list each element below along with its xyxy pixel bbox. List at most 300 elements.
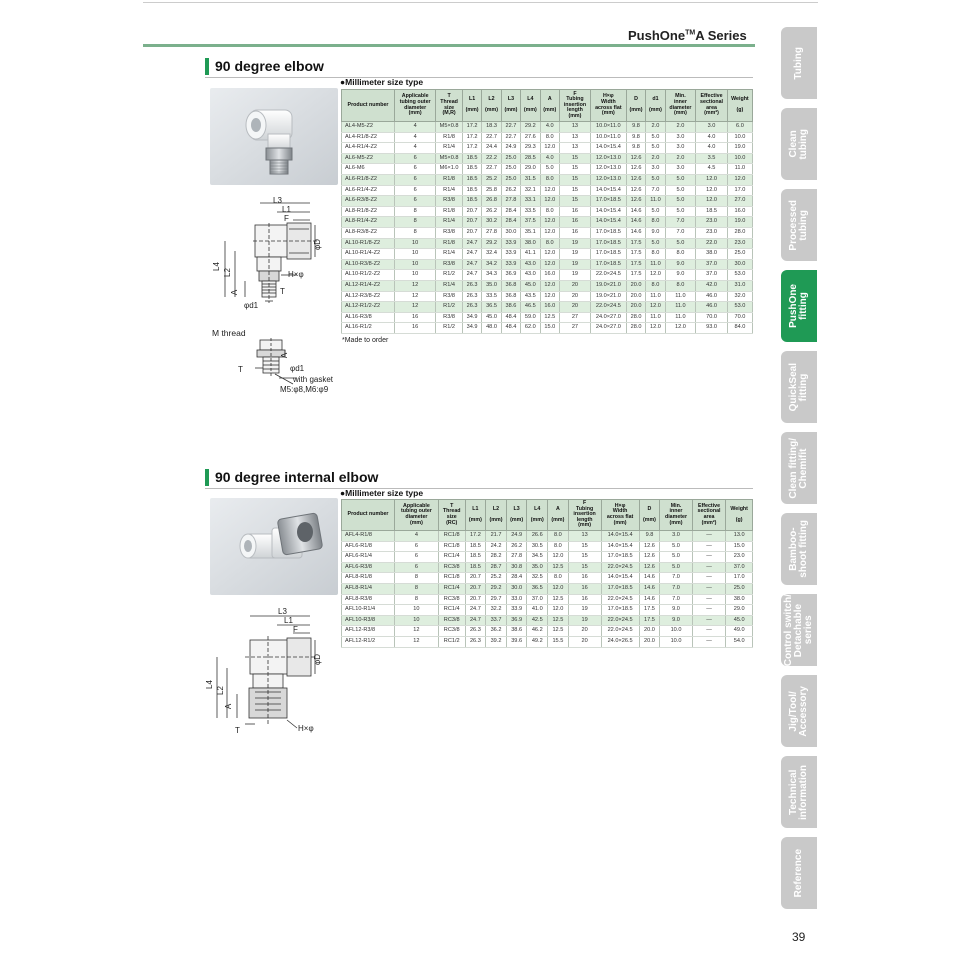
table-cell: 43.0 — [521, 270, 540, 281]
table-cell: 3.0 — [665, 132, 696, 143]
table-cell: 16 — [559, 217, 590, 228]
table-cell: 22.0×24.5 — [601, 626, 639, 637]
table-cell: 37.0 — [527, 594, 548, 605]
table-cell: 2.0 — [646, 122, 665, 133]
table-cell: RC3/8 — [438, 594, 465, 605]
product-number-cell: AFL10-R3/8 — [342, 615, 395, 626]
column-header: Applicable tubing outer diameter (mm) — [395, 500, 439, 531]
side-tab-tubing[interactable] — [781, 27, 817, 99]
table-cell: 17.5 — [626, 249, 645, 260]
table-row — [342, 164, 753, 175]
side-tab-label: Processed tubing — [788, 199, 809, 251]
table-cell: 15.0 — [540, 323, 559, 334]
section-rule — [205, 77, 753, 78]
section-marker — [205, 469, 209, 486]
table-cell: 17.0×18.5 — [590, 196, 626, 207]
column-header: L1 (mm) — [462, 90, 481, 122]
column-header: T Thread size (RC) — [438, 500, 465, 531]
side-tab-clean-tubing[interactable] — [781, 108, 817, 180]
table-cell: 16 — [568, 573, 601, 584]
table-cell: RC1/8 — [438, 531, 465, 542]
made-to-order-note: *Made to order — [342, 337, 389, 344]
table-cell: 12.5 — [548, 615, 569, 626]
table-cell: 16.0 — [540, 302, 559, 313]
table-cell: 8.0 — [540, 238, 559, 249]
product-number-cell: AL6-R3/8-Z2 — [342, 196, 395, 207]
table-cell: 5.0 — [665, 238, 696, 249]
table-cell: 17.0×18.5 — [590, 227, 626, 238]
table-cell: 19.0 — [727, 217, 752, 228]
table-cell: 16.0 — [540, 270, 559, 281]
table-row — [342, 217, 753, 228]
product-number-cell: AL6-R1/8-Z2 — [342, 174, 395, 185]
table-cell: 19 — [559, 270, 590, 281]
table-body — [342, 531, 753, 648]
side-tab-control-switch-detachable-series[interactable] — [781, 594, 817, 666]
label-l2: L2 — [222, 268, 232, 277]
table-cell: 20 — [559, 302, 590, 313]
table-cell: 24.4 — [482, 143, 501, 154]
table-cell: 46.0 — [696, 291, 728, 302]
table-cell: 12.0 — [646, 270, 665, 281]
table-cell: 15 — [568, 541, 601, 552]
table-cell: 17.5 — [639, 615, 660, 626]
table-cell: 17.0 — [727, 185, 752, 196]
table-cell: 35.1 — [521, 227, 540, 238]
table-cell: 12.0 — [646, 323, 665, 334]
table-cell: — — [692, 583, 726, 594]
table-cell: 12.0 — [548, 552, 569, 563]
table-row — [342, 153, 753, 164]
label-f-2: F — [293, 625, 298, 634]
table-cell: 11.0 — [665, 312, 696, 323]
table-cell: 12.6 — [639, 541, 660, 552]
table-cell: 30.0 — [506, 583, 527, 594]
table-cell: 6 — [395, 164, 436, 175]
table-cell: 9.8 — [626, 132, 645, 143]
table-cell: 14.6 — [639, 594, 660, 605]
table-cell: R1/2 — [436, 270, 463, 281]
product-number-cell: AL10-R3/8-Z2 — [342, 259, 395, 270]
table-cell: 12.0 — [548, 605, 569, 616]
table-cell: 12.6 — [626, 153, 645, 164]
side-tab-jig-tool-accessory[interactable] — [781, 675, 817, 747]
column-header: Weight (g) — [726, 500, 753, 531]
table-cell: 31.5 — [521, 174, 540, 185]
table-cell: — — [692, 541, 726, 552]
table-row — [342, 196, 753, 207]
internal-elbow-dimension-drawing — [205, 608, 340, 738]
table-cell: 26.2 — [482, 206, 501, 217]
side-tab-label: Control switch/ Detachable series — [783, 593, 814, 667]
table-header-row — [342, 500, 753, 531]
column-header: Min. inner diameter (mm) — [665, 90, 696, 122]
table-cell: RC1/8 — [438, 573, 465, 584]
table-cell: 6 — [395, 552, 439, 563]
table-row — [342, 185, 753, 196]
table-cell: — — [692, 562, 726, 573]
table-cell: 19 — [559, 238, 590, 249]
table-cell: 12.0 — [540, 227, 559, 238]
table-cell: 16 — [559, 227, 590, 238]
table-cell: 8 — [395, 206, 436, 217]
table-cell: — — [692, 573, 726, 584]
table-cell: 6 — [395, 541, 439, 552]
table-cell: 13.0 — [726, 531, 753, 542]
table-cell: M5×0.8 — [436, 153, 463, 164]
table-cell: 12.0 — [696, 174, 728, 185]
table-cell: 8.0 — [540, 132, 559, 143]
table-cell: R1/8 — [436, 238, 463, 249]
table-cell: 17.0 — [726, 573, 753, 584]
table-cell: 36.9 — [506, 615, 527, 626]
column-header: Min. inner diameter (mm) — [660, 500, 692, 531]
table-cell: 9.0 — [665, 259, 696, 270]
table-cell: R1/8 — [436, 174, 463, 185]
table-cell: 11.0 — [665, 291, 696, 302]
table-cell: 7.0 — [660, 583, 692, 594]
side-tab-reference[interactable] — [781, 837, 817, 909]
table-cell: 17.0×18.5 — [590, 249, 626, 260]
table-cell: 22.0×24.5 — [590, 270, 626, 281]
side-tab-label: Technical information — [788, 764, 809, 820]
side-tab-technical-information[interactable] — [781, 756, 817, 828]
table-cell: 8 — [395, 573, 439, 584]
table-cell: 4 — [395, 132, 436, 143]
table-cell: 12.6 — [626, 164, 645, 175]
side-tab-pushone-fitting[interactable] — [781, 270, 817, 342]
side-tab-label: Tubing — [793, 46, 804, 80]
table-cell: 28.4 — [506, 573, 527, 584]
table-cell: 45.0 — [521, 280, 540, 291]
table-cell: 6 — [395, 196, 436, 207]
table-cell: 14.0×15.4 — [590, 217, 626, 228]
table-cell: 5.0 — [646, 143, 665, 154]
table-row — [342, 562, 753, 573]
table-cell: 28.5 — [521, 153, 540, 164]
product-number-cell: AL8-R1/4-Z2 — [342, 217, 395, 228]
table-cell: 36.2 — [486, 626, 507, 637]
table-cell: 5.0 — [540, 164, 559, 175]
section-title-elbow: 90 degree elbow — [215, 58, 324, 74]
table-cell: 14.6 — [639, 583, 660, 594]
side-tab-bamboo-shoot-fitting[interactable] — [781, 513, 817, 585]
table-row — [342, 227, 753, 238]
table-cell: 34.9 — [462, 323, 481, 334]
subhead-internal: ●Millimeter size type — [340, 488, 424, 498]
table-cell: 8.0 — [548, 541, 569, 552]
table-cell: — — [692, 531, 726, 542]
table-cell: 32.4 — [482, 249, 501, 260]
table-cell: 20 — [559, 280, 590, 291]
table-row — [342, 270, 753, 281]
table-cell: 12.6 — [639, 552, 660, 563]
page-number: 39 — [792, 930, 806, 944]
section-title-internal: 90 degree internal elbow — [215, 469, 379, 485]
table-cell: 22.0×24.5 — [601, 615, 639, 626]
table-row — [342, 615, 753, 626]
table-cell: 25.0 — [501, 164, 520, 175]
table-cell: RC1/4 — [438, 605, 465, 616]
label-f: F — [284, 214, 289, 223]
product-number-cell: AL4-R1/4-Z2 — [342, 143, 395, 154]
table-cell: 6 — [395, 153, 436, 164]
table-cell: 10.0×11.0 — [590, 122, 626, 133]
table-cell: 36.8 — [501, 291, 520, 302]
table-cell: 20.0 — [626, 302, 645, 313]
product-number-cell: AL6-M5-Z2 — [342, 153, 395, 164]
table-cell: 15 — [559, 153, 590, 164]
table-cell: 93.0 — [696, 323, 728, 334]
product-number-cell: AL6-R1/4-Z2 — [342, 185, 395, 196]
table-row — [342, 594, 753, 605]
table-cell: 29.0 — [521, 164, 540, 175]
label-l4: L4 — [211, 262, 221, 271]
elbow-spec-table — [341, 89, 753, 334]
table-cell: 33.9 — [501, 238, 520, 249]
table-cell: 11.0 — [665, 302, 696, 313]
table-cell: 17.5 — [639, 605, 660, 616]
table-cell: 27.6 — [521, 132, 540, 143]
internal-elbow-photo — [210, 498, 338, 595]
table-cell: 22.0×24.5 — [590, 302, 626, 313]
table-cell: 34.3 — [482, 270, 501, 281]
table-cell: 48.4 — [501, 312, 520, 323]
table-cell: 30.8 — [506, 562, 527, 573]
table-cell: 29.2 — [486, 583, 507, 594]
table-cell: 46.2 — [527, 626, 548, 637]
table-row — [342, 249, 753, 260]
table-cell: 9.8 — [626, 143, 645, 154]
table-cell: 20.7 — [462, 217, 481, 228]
table-cell: 10 — [395, 605, 439, 616]
table-cell: 12.5 — [548, 562, 569, 573]
table-cell: 16 — [395, 323, 436, 334]
table-cell: 16.0 — [727, 206, 752, 217]
table-cell: 53.0 — [727, 302, 752, 313]
table-cell: 8.0 — [646, 217, 665, 228]
table-cell: 8.0 — [540, 174, 559, 185]
table-row — [342, 302, 753, 313]
table-cell: 10 — [395, 259, 436, 270]
table-cell: 28.2 — [486, 552, 507, 563]
table-cell: 35.0 — [482, 280, 501, 291]
table-cell: 5.0 — [665, 174, 696, 185]
table-cell: 19 — [568, 615, 601, 626]
table-cell: 33.7 — [486, 615, 507, 626]
table-cell: RC1/2 — [438, 636, 465, 647]
table-cell: RC1/4 — [438, 583, 465, 594]
mthread-gasket: with gasket — [293, 375, 334, 384]
table-cell: 20.7 — [462, 206, 481, 217]
label-l3: L3 — [273, 196, 282, 205]
table-cell: 42.0 — [696, 280, 728, 291]
table-cell: 10.0 — [727, 153, 752, 164]
table-cell: 18.5 — [462, 174, 481, 185]
table-cell: 11.0 — [646, 312, 665, 323]
table-row — [342, 259, 753, 270]
label-d1: φd1 — [244, 301, 259, 310]
table-cell: R1/4 — [436, 143, 463, 154]
table-cell: 5.0 — [660, 552, 692, 563]
table-cell: M5×0.8 — [436, 122, 463, 133]
table-cell: 6 — [395, 562, 439, 573]
table-cell: 8 — [395, 227, 436, 238]
table-cell: 20.7 — [462, 227, 481, 238]
table-cell: 54.0 — [726, 636, 753, 647]
product-number-cell: AFL12-R1/2 — [342, 636, 395, 647]
table-cell: 26.8 — [482, 196, 501, 207]
table-row — [342, 626, 753, 637]
table-cell: 17.0×18.5 — [590, 259, 626, 270]
table-cell: 35.0 — [527, 562, 548, 573]
label-t-2: T — [235, 726, 240, 735]
table-cell: 25.2 — [486, 573, 507, 584]
table-cell: 23.0 — [696, 217, 728, 228]
side-tab-label: Clean fitting/ Chemifit — [788, 437, 809, 499]
table-cell: 38.0 — [696, 249, 728, 260]
product-number-cell: AL10-R1/8-Z2 — [342, 238, 395, 249]
table-cell: 33.1 — [521, 196, 540, 207]
table-cell: 24.0×26.5 — [601, 636, 639, 647]
table-cell: 27.8 — [482, 227, 501, 238]
table-cell: 5.0 — [665, 185, 696, 196]
side-tab-label: Bamboo- shoot fitting — [788, 520, 809, 578]
table-cell: 46.5 — [521, 302, 540, 313]
table-cell: 17.5 — [626, 238, 645, 249]
table-cell: 5.0 — [660, 562, 692, 573]
table-cell: 3.0 — [665, 164, 696, 175]
table-cell: 12.0 — [540, 291, 559, 302]
table-cell: 22.0×24.5 — [601, 562, 639, 573]
table-cell: 26.3 — [462, 302, 481, 313]
side-tab-clean-fitting-chemifit[interactable] — [781, 432, 817, 504]
table-cell: 14.0×15.4 — [590, 185, 626, 196]
table-cell: 28.0 — [626, 323, 645, 334]
table-cell: 33.9 — [501, 259, 520, 270]
table-cell: 42.5 — [527, 615, 548, 626]
table-cell: 12.0 — [727, 174, 752, 185]
table-cell: 8 — [395, 594, 439, 605]
table-cell: 9.0 — [660, 615, 692, 626]
table-cell: 2.0 — [665, 122, 696, 133]
table-cell: 15 — [559, 164, 590, 175]
table-cell: 59.0 — [521, 312, 540, 323]
table-cell: 16 — [568, 583, 601, 594]
table-cell: 22.7 — [501, 132, 520, 143]
product-number-cell: AL6-M6 — [342, 164, 395, 175]
table-cell: 12.6 — [626, 185, 645, 196]
table-cell: 34.9 — [462, 312, 481, 323]
table-cell: 22.2 — [482, 153, 501, 164]
table-cell: RC1/4 — [438, 552, 465, 563]
table-cell: 8.0 — [646, 280, 665, 291]
product-number-cell: AL12-R1/2-Z2 — [342, 302, 395, 313]
table-cell: 24.2 — [486, 541, 507, 552]
table-row — [342, 238, 753, 249]
table-cell: 8.0 — [646, 249, 665, 260]
table-cell: R1/8 — [436, 206, 463, 217]
table-cell: 13 — [559, 143, 590, 154]
table-cell: 24.9 — [506, 531, 527, 542]
table-cell: R3/8 — [436, 196, 463, 207]
table-cell: 49.0 — [726, 626, 753, 637]
table-cell: 18.5 — [462, 153, 481, 164]
table-cell: 4.0 — [696, 143, 728, 154]
table-header-row — [342, 90, 753, 122]
table-cell: 19 — [559, 259, 590, 270]
product-number-cell: AFL4-R1/8 — [342, 531, 395, 542]
table-cell: 10 — [395, 249, 436, 260]
column-header: Applicable tubing outer diameter (mm) — [395, 90, 436, 122]
table-cell: 22.7 — [482, 132, 501, 143]
table-cell: 24.7 — [465, 605, 486, 616]
table-cell: 12 — [395, 302, 436, 313]
table-cell: 17.5 — [626, 259, 645, 270]
table-row — [342, 206, 753, 217]
column-header: T Thread size (M,R) — [436, 90, 463, 122]
table-cell: 20 — [568, 626, 601, 637]
table-cell: 12.0 — [696, 185, 728, 196]
table-cell: — — [692, 615, 726, 626]
table-cell: 17.0×18.5 — [601, 583, 639, 594]
product-number-cell: AL10-R1/4-Z2 — [342, 249, 395, 260]
table-row — [342, 323, 753, 334]
table-cell: 33.0 — [506, 594, 527, 605]
table-cell: 14.6 — [626, 217, 645, 228]
table-cell: 29.2 — [521, 122, 540, 133]
table-cell: 28.4 — [501, 206, 520, 217]
table-cell: 18.5 — [465, 552, 486, 563]
table-cell: 25.8 — [482, 185, 501, 196]
table-cell: 38.6 — [501, 302, 520, 313]
table-cell: 14.0×15.4 — [601, 573, 639, 584]
mthread-sizes: M5:φ8,M6:φ9 — [280, 385, 329, 394]
table-cell: 12.0 — [540, 196, 559, 207]
table-cell: 45.0 — [726, 615, 753, 626]
table-cell: 22.7 — [482, 164, 501, 175]
table-cell: 34.5 — [527, 552, 548, 563]
internal-elbow-spec-table — [341, 499, 753, 648]
table-cell: 24.7 — [465, 615, 486, 626]
table-row — [342, 174, 753, 185]
table-cell: 12.0 — [665, 323, 696, 334]
side-tab-processed-tubing[interactable] — [781, 189, 817, 261]
table-cell: 6 — [395, 185, 436, 196]
table-cell: 41.0 — [527, 605, 548, 616]
side-tab-label: Reference — [793, 848, 804, 898]
label-h-2: H×φ — [298, 724, 314, 733]
section-marker — [205, 58, 209, 75]
table-cell: 3.0 — [660, 531, 692, 542]
table-cell: 5.0 — [646, 132, 665, 143]
table-cell: 17.5 — [626, 270, 645, 281]
table-cell: 12.0×13.0 — [590, 174, 626, 185]
table-row — [342, 531, 753, 542]
table-row — [342, 573, 753, 584]
table-row — [342, 280, 753, 291]
table-cell: RC3/8 — [438, 562, 465, 573]
table-cell: 39.2 — [486, 636, 507, 647]
side-tab-quickseal-fitting[interactable] — [781, 351, 817, 423]
table-cell: 22.0×24.5 — [601, 594, 639, 605]
table-cell: 45.0 — [482, 312, 501, 323]
table-cell: 23.0 — [727, 238, 752, 249]
table-cell: 28.0 — [727, 227, 752, 238]
section-rule — [205, 488, 753, 489]
table-cell: 33.5 — [521, 206, 540, 217]
table-cell: 12 — [395, 291, 436, 302]
